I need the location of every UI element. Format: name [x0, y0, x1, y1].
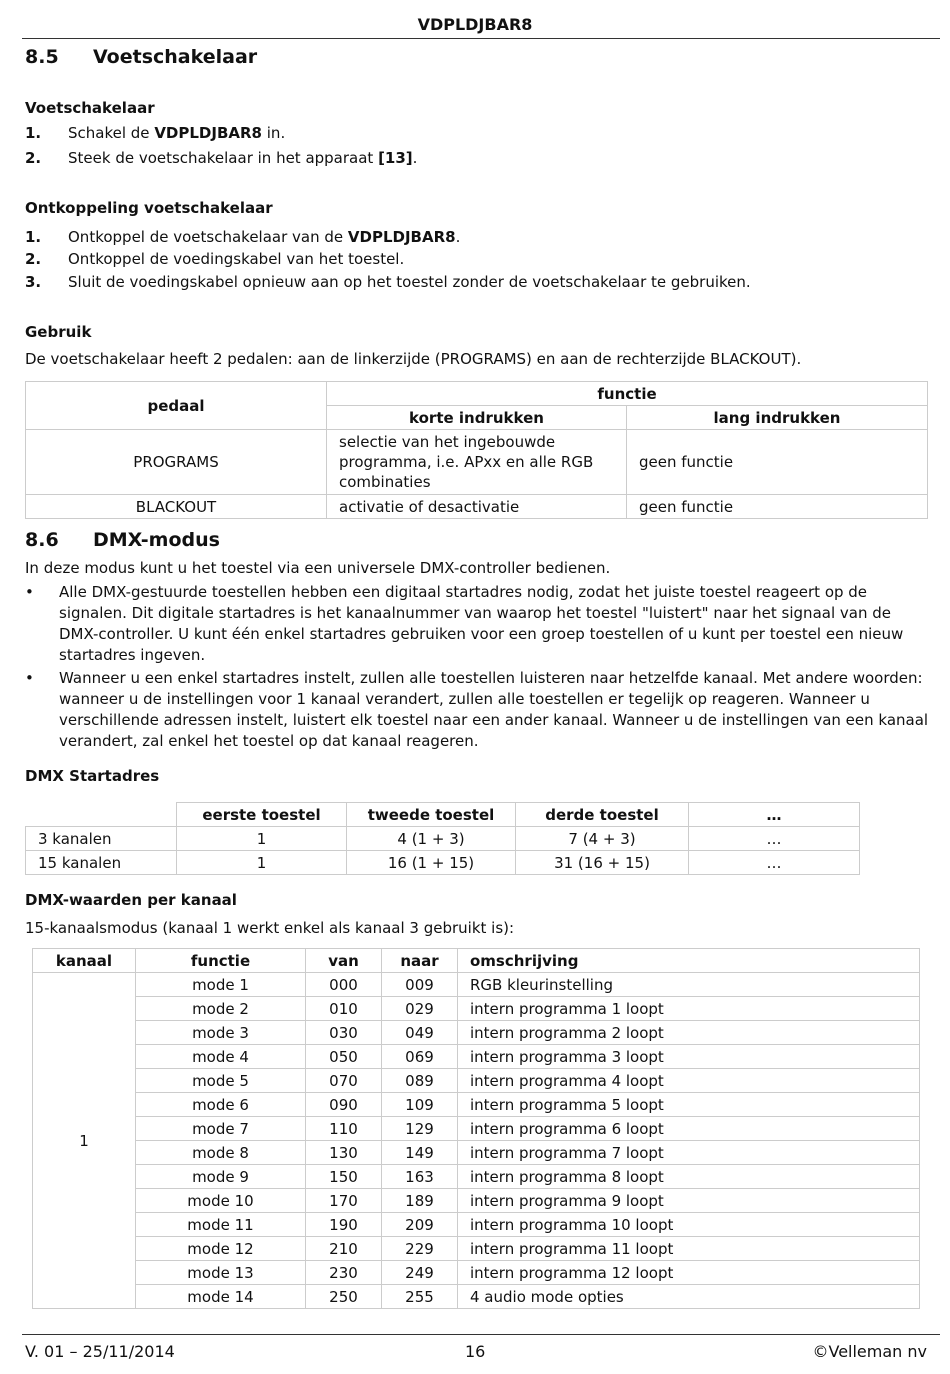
- table-row: [33, 1021, 920, 1045]
- table-row: [33, 1213, 920, 1237]
- step: 1. Schakel de VDPLDJBAR8 in.: [25, 124, 286, 142]
- table-row: [33, 1285, 920, 1309]
- table-row: [33, 997, 920, 1021]
- omschrijving-cell: intern programma 8 loopt: [458, 1165, 920, 1189]
- table-row: [33, 1141, 920, 1165]
- naar-cell: 009: [382, 973, 458, 997]
- table-row: [33, 1093, 920, 1117]
- naar-cell: 229: [382, 1237, 458, 1261]
- usage-text: De voetschakelaar heeft 2 pedalen: aan de linkerzijde (PROGRAMS) en aan de rechterzijde BLACKOUT).: [25, 350, 802, 368]
- subheading-dmx-startadres: DMX Startadres: [25, 767, 160, 785]
- van-cell: 110: [306, 1117, 382, 1141]
- van-cell: 230: [306, 1261, 382, 1285]
- header-functie: functie: [327, 382, 928, 406]
- naar-cell: 049: [382, 1021, 458, 1045]
- table-row: BLACKOUT activatie of desactivatie geen functie: [26, 495, 928, 519]
- dmx-intro: In deze modus kunt u het toestel via een universele DMX-controller bedienen.: [25, 559, 611, 577]
- footer-divider: [22, 1334, 940, 1335]
- functie-cell: mode 13: [136, 1261, 306, 1285]
- omschrijving-cell: intern programma 5 loopt: [458, 1093, 920, 1117]
- table-row: [33, 1069, 920, 1093]
- van-cell: 210: [306, 1237, 382, 1261]
- functie-cell: mode 10: [136, 1189, 306, 1213]
- header-lang: lang indrukken: [627, 406, 928, 430]
- naar-cell: 069: [382, 1045, 458, 1069]
- naar-cell: 163: [382, 1165, 458, 1189]
- van-cell: 010: [306, 997, 382, 1021]
- table-row: PROGRAMS selectie van het ingebouwde programma, i.e. APxx en alle RGB combinaties geen functie: [26, 430, 928, 495]
- table-row: 3 kanalen 1 4 (1 + 3) 7 (4 + 3) …: [26, 827, 860, 851]
- naar-cell: 255: [382, 1285, 458, 1309]
- omschrijving-cell: intern programma 3 loopt: [458, 1045, 920, 1069]
- table-row: [33, 1261, 920, 1285]
- functie-cell: mode 3: [136, 1021, 306, 1045]
- naar-cell: 189: [382, 1189, 458, 1213]
- functie-cell: mode 5: [136, 1069, 306, 1093]
- step: 2. Ontkoppel de voedingskabel van het toestel.: [25, 250, 405, 268]
- subheading-voetschakelaar: Voetschakelaar: [25, 99, 155, 117]
- kanaal-cell: 1: [33, 973, 136, 1309]
- functie-cell: mode 8: [136, 1141, 306, 1165]
- naar-cell: 149: [382, 1141, 458, 1165]
- functie-cell: mode 11: [136, 1213, 306, 1237]
- van-cell: 170: [306, 1189, 382, 1213]
- header-pedaal: pedaal: [26, 382, 327, 430]
- van-cell: 190: [306, 1213, 382, 1237]
- dmx-values-table: kanaal functie van naar omschrijving 1 mode 1 000 009 RGB kleurinstelling mode 2 010 029 intern programma 1 loopt mode 3 030 049 intern programma 2 loopt mode 4 050 069 intern programma 3 loopt mode 5 070 089 intern programma 4 loopt mode 6 090 109 intern programma 5 loopt mode 7 110 129 intern programma 6 loopt mode 8 130 149 intern programma 7 loopt mode 9 150 163 intern programma 8 loopt mode 10 170 189 intern programma 9 loopt mode 11 190 209 intern programma 10 loopt mode 12 210 229 intern programma 11 loopt mode 13 230 249 intern programma 12 loopt mode 14 250 255 4 audio mode opties: [32, 948, 920, 1309]
- section-8-6-title: 8.6 DMX-modus: [25, 529, 220, 551]
- table-row: 15 kanalen 1 16 (1 + 15) 31 (16 + 15) …: [26, 851, 860, 875]
- table-row: [33, 1189, 920, 1213]
- pedal-table: [25, 381, 928, 519]
- subheading-ontkoppeling: Ontkoppeling voetschakelaar: [25, 199, 273, 217]
- naar-cell: 109: [382, 1093, 458, 1117]
- van-cell: 090: [306, 1093, 382, 1117]
- omschrijving-cell: 4 audio mode opties: [458, 1285, 920, 1309]
- table-row: [33, 973, 920, 997]
- naar-cell: 029: [382, 997, 458, 1021]
- start-address-table: eerste toestel tweede toestel derde toestel … 3 kanalen 1 4 (1 + 3) 7 (4 + 3) … 15 kanalen 1 16 (1 + 15) 31 (16 + 15) …: [25, 802, 860, 875]
- omschrijving-cell: intern programma 12 loopt: [458, 1261, 920, 1285]
- table-row: [33, 1117, 920, 1141]
- functie-cell: mode 14: [136, 1285, 306, 1309]
- functie-cell: mode 9: [136, 1165, 306, 1189]
- omschrijving-cell: intern programma 7 loopt: [458, 1141, 920, 1165]
- naar-cell: 089: [382, 1069, 458, 1093]
- functie-cell: mode 7: [136, 1117, 306, 1141]
- table-row: [33, 1165, 920, 1189]
- step: 2. Steek de voetschakelaar in het apparaat [13].: [25, 149, 418, 167]
- omschrijving-cell: intern programma 2 loopt: [458, 1021, 920, 1045]
- van-cell: 030: [306, 1021, 382, 1045]
- subheading-gebruik: Gebruik: [25, 323, 92, 341]
- header-divider: [22, 38, 940, 39]
- subheading-dmx-waarden: DMX-waarden per kanaal: [25, 891, 237, 909]
- footer-version: V. 01 – 25/11/2014: [25, 1342, 175, 1361]
- van-cell: 250: [306, 1285, 382, 1309]
- step: 3. Sluit de voedingskabel opnieuw aan op het toestel zonder de voetschakelaar te gebruiken.: [25, 273, 751, 291]
- functie-cell: mode 2: [136, 997, 306, 1021]
- functie-cell: mode 6: [136, 1093, 306, 1117]
- omschrijving-cell: intern programma 6 loopt: [458, 1117, 920, 1141]
- table-row: [33, 1237, 920, 1261]
- naar-cell: 129: [382, 1117, 458, 1141]
- functie-cell: mode 12: [136, 1237, 306, 1261]
- van-cell: 150: [306, 1165, 382, 1189]
- functie-cell: mode 4: [136, 1045, 306, 1069]
- naar-cell: 209: [382, 1213, 458, 1237]
- bullet-item: • Alle DMX-gestuurde toestellen hebben een digitaal startadres nodig, zodat het juiste toestel reageert op de signalen. Dit digitale startadres is het kanaalnummer van waarop het toestel "luistert" naar het signaal van de DMX-controller. U kunt één enkel startadres gebruiken voor een groep toestellen of u kunt per toestel een nieuw startadres ingeven.: [25, 583, 904, 664]
- omschrijving-cell: intern programma 11 loopt: [458, 1237, 920, 1261]
- omschrijving-cell: intern programma 1 loopt: [458, 997, 920, 1021]
- omschrijving-cell: intern programma 10 loopt: [458, 1213, 920, 1237]
- header-korte: korte indrukken: [327, 406, 627, 430]
- functie-cell: mode 1: [136, 973, 306, 997]
- section-8-5-title: 8.5 Voetschakelaar: [25, 46, 258, 68]
- omschrijving-cell: intern programma 9 loopt: [458, 1189, 920, 1213]
- footer-copyright: ©Velleman nv: [812, 1342, 927, 1361]
- bullet-item: • Wanneer u een enkel startadres instelt, zullen alle toestellen luisteren naar hetzelfde kanaal. Met andere woorden: wanneer u de instellingen voor 1 kanaal verandert, zullen alle toestellen er tegelijk op reageren. Wanneer u verschillende adressen instelt, luistert elk toestel naar een ander kanaal. Wanneer u de instellingen van een kanaal verandert, zal enkel het toestel op dat kanaal reageren.: [25, 669, 929, 750]
- van-cell: 050: [306, 1045, 382, 1069]
- van-cell: 000: [306, 973, 382, 997]
- van-cell: 070: [306, 1069, 382, 1093]
- van-cell: 130: [306, 1141, 382, 1165]
- document-header: VDPLDJBAR8: [417, 15, 533, 34]
- values-intro: 15-kanaalsmodus (kanaal 1 werkt enkel als kanaal 3 gebruikt is):: [25, 919, 515, 937]
- step: 1. Ontkoppel de voetschakelaar van de VDPLDJBAR8.: [25, 228, 461, 246]
- omschrijving-cell: RGB kleurinstelling: [458, 973, 920, 997]
- table-row: [33, 1045, 920, 1069]
- omschrijving-cell: intern programma 4 loopt: [458, 1069, 920, 1093]
- page-number: 16: [465, 1342, 486, 1361]
- naar-cell: 249: [382, 1261, 458, 1285]
